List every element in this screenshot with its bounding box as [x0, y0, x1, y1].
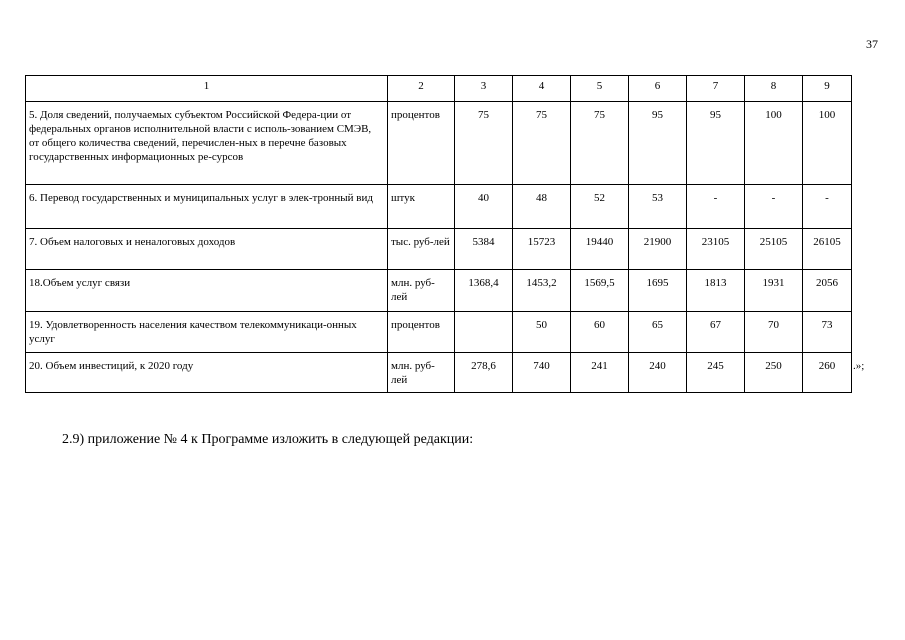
table-row — [26, 229, 852, 270]
value-cell: 245 — [687, 353, 745, 393]
value-cell: - — [803, 185, 852, 229]
value-cell: 740 — [513, 353, 571, 393]
value-cell: 1569,5 — [571, 270, 629, 312]
value-cell: 21900 — [629, 229, 687, 270]
table-row — [26, 270, 852, 312]
value-cell: 5384 — [455, 229, 513, 270]
indicator-name: 18.Объем услуг связи — [26, 270, 388, 312]
header-cell: 3 — [455, 76, 513, 102]
value-cell: 95 — [687, 102, 745, 185]
value-cell: 48 — [513, 185, 571, 229]
value-cell: 240 — [629, 353, 687, 393]
header-cell: 7 — [687, 76, 745, 102]
value-cell: 250 — [745, 353, 803, 393]
value-cell: 73 — [803, 312, 852, 353]
page-number: 37 — [866, 37, 878, 51]
indicator-name: 6. Перевод государственных и муниципальных услуг в элек-тронный вид — [26, 185, 388, 229]
amendment-paragraph: 2.9) приложение № 4 к Программе изложить в следующей редакции: — [62, 432, 474, 447]
value-cell: 2056 — [803, 270, 852, 312]
value-cell: 1453,2 — [513, 270, 571, 312]
indicator-name: 7. Объем налоговых и неналоговых доходов — [26, 229, 388, 270]
value-cell: 50 — [513, 312, 571, 353]
value-cell: 15723 — [513, 229, 571, 270]
value-cell: 40 — [455, 185, 513, 229]
value-cell: 278,6 — [455, 353, 513, 393]
header-cell: 8 — [745, 76, 803, 102]
header-cell: 9 — [803, 76, 852, 102]
table-row — [26, 102, 852, 185]
value-cell: 241 — [571, 353, 629, 393]
value-cell: 95 — [629, 102, 687, 185]
value-cell: 67 — [687, 312, 745, 353]
header-cell: 6 — [629, 76, 687, 102]
value-cell: 1931 — [745, 270, 803, 312]
value-cell: 100 — [803, 102, 852, 185]
indicator-unit: процентов — [388, 312, 455, 353]
table-closing-quote: .»; — [853, 360, 865, 372]
value-cell: 100 — [745, 102, 803, 185]
indicator-unit: млн. руб-лей — [388, 270, 455, 312]
value-cell: - — [687, 185, 745, 229]
table-row — [26, 185, 852, 229]
table-header-row — [26, 76, 852, 102]
value-cell: 52 — [571, 185, 629, 229]
indicator-name: 20. Объем инвестиций, к 2020 году — [26, 353, 388, 393]
indicator-unit: млн. руб-лей — [388, 353, 455, 393]
indicator-name: 19. Удовлетворенность населения качеством телекоммуникаци-онных услуг — [26, 312, 388, 353]
header-cell: 4 — [513, 76, 571, 102]
indicator-name: 5. Доля сведений, получаемых субъектом Российской Федера-ции от федеральных органов исполнительной власти с исполь-зованием СМЭВ, от общего количества сведений, перечислен-ных в перечне базовых государственных информационных ре-сурсов — [26, 102, 388, 185]
value-cell: 75 — [571, 102, 629, 185]
value-cell: 260 — [803, 353, 852, 393]
value-cell: 53 — [629, 185, 687, 229]
value-cell: 25105 — [745, 229, 803, 270]
header-cell: 2 — [388, 76, 455, 102]
value-cell: - — [745, 185, 803, 229]
table-row — [26, 312, 852, 353]
value-cell: 19440 — [571, 229, 629, 270]
header-cell: 1 — [26, 76, 388, 102]
indicator-unit: штук — [388, 185, 455, 229]
value-cell: 70 — [745, 312, 803, 353]
value-cell: 1813 — [687, 270, 745, 312]
value-cell: 1368,4 — [455, 270, 513, 312]
value-cell: 75 — [455, 102, 513, 185]
header-cell: 5 — [571, 76, 629, 102]
indicator-unit: тыс. руб-лей — [388, 229, 455, 270]
value-cell: 60 — [571, 312, 629, 353]
value-cell: 23105 — [687, 229, 745, 270]
indicator-unit: процентов — [388, 102, 455, 185]
value-cell — [455, 312, 513, 353]
indicators-table — [25, 75, 852, 393]
value-cell: 75 — [513, 102, 571, 185]
value-cell: 1695 — [629, 270, 687, 312]
value-cell: 26105 — [803, 229, 852, 270]
table-row — [26, 353, 852, 393]
value-cell: 65 — [629, 312, 687, 353]
